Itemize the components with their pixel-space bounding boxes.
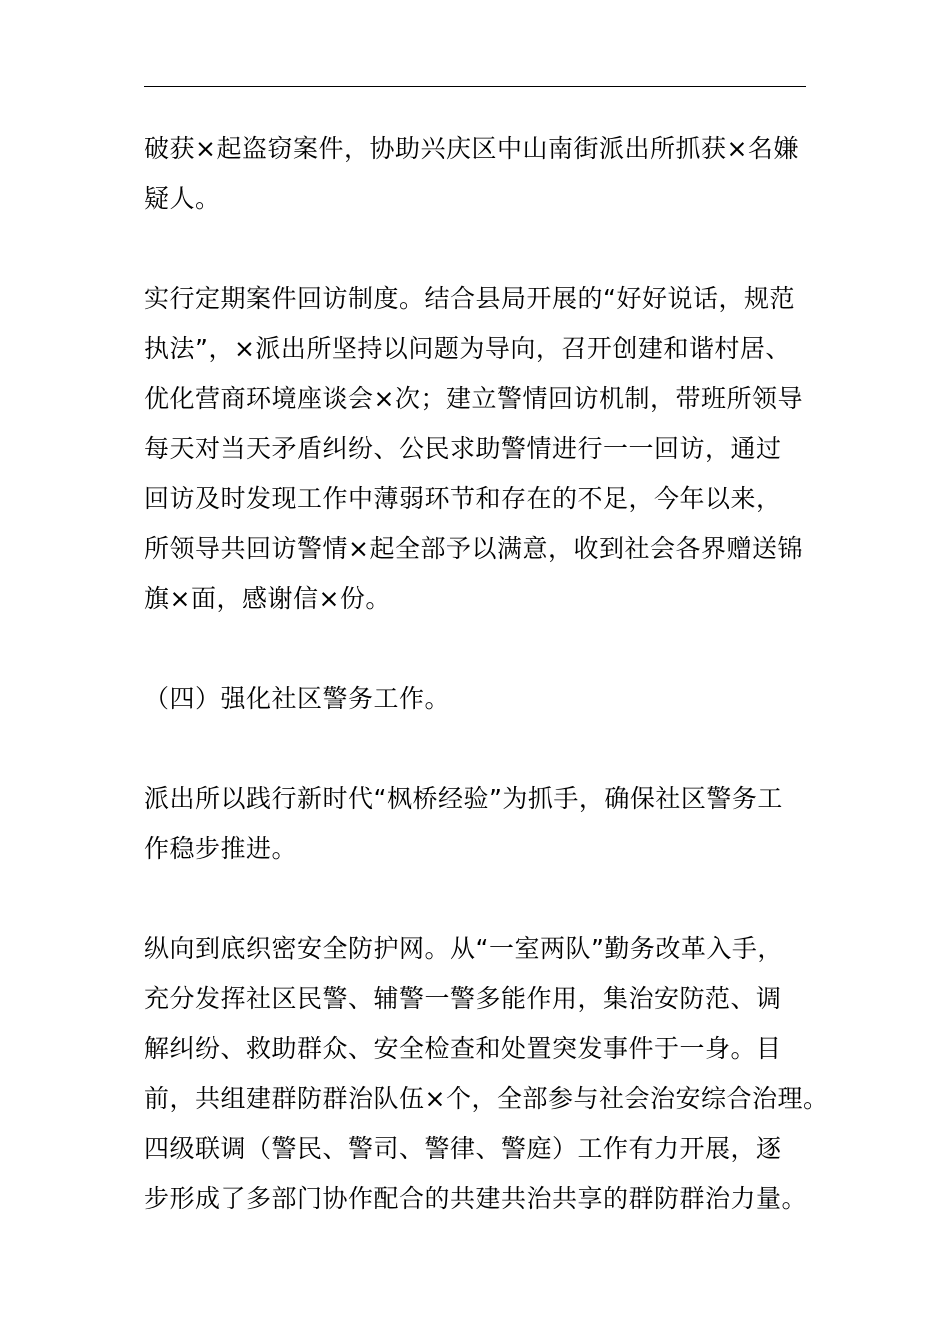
text-line: 破获×起盗窃案件，协助兴庆区中山南街派出所抓获×名嫌: [144, 134, 799, 163]
paragraph-community-policing: [144, 774, 824, 874]
text-line: 前，共组建群防群治队伍×个，全部参与社会治安综合治理。: [144, 1084, 829, 1113]
section-heading: [144, 674, 824, 724]
text-line: 作稳步推进。: [144, 834, 298, 863]
text-line: 优化营商环境座谈会×次；建立警情回访机制，带班所领导: [144, 384, 803, 413]
text-line: 每天对当天矛盾纠纷、公民求助警情进行一一回访，通过: [144, 434, 782, 463]
paragraph-case-revisit: [144, 274, 824, 624]
text-line: 所领导共回访警情×起全部予以满意，收到社会各界赠送锦: [144, 534, 803, 563]
text-line: 执法”，×派出所坚持以问题为导向，召开创建和谐村居、: [144, 334, 791, 363]
header-rule: [144, 86, 806, 87]
text-line: 回访及时发现工作中薄弱环节和存在的不足，今年以来，: [144, 484, 782, 513]
text-line: 步形成了多部门协作配合的共建共治共享的群防群治力量。: [144, 1184, 808, 1213]
text-line: 解纠纷、救助群众、安全检查和处置突发事件于一身。目: [144, 1034, 782, 1063]
paragraph-safety-network: [144, 924, 829, 1224]
text-line: 纵向到底织密安全防护网。从“一室两队”勤务改革入手，: [144, 934, 783, 963]
text-line: 派出所以践行新时代“枫桥经验”为抓手，确保社区警务工: [144, 784, 783, 813]
text-line: 四级联调（警民、警司、警律、警庭）工作有力开展，逐: [144, 1134, 782, 1163]
document-body: [144, 124, 829, 1224]
text-line: 充分发挥社区民警、辅警一警多能作用，集治安防范、调: [144, 984, 782, 1013]
text-line: 实行定期案件回访制度。结合县局开展的“好好说话，规范: [144, 284, 795, 313]
text-line: 旗×面，感谢信×份。: [144, 584, 391, 613]
heading-line: （四）强化社区警务工作。: [144, 684, 451, 713]
text-line: 疑人。: [144, 184, 221, 213]
paragraph-case-solving: [144, 124, 824, 224]
